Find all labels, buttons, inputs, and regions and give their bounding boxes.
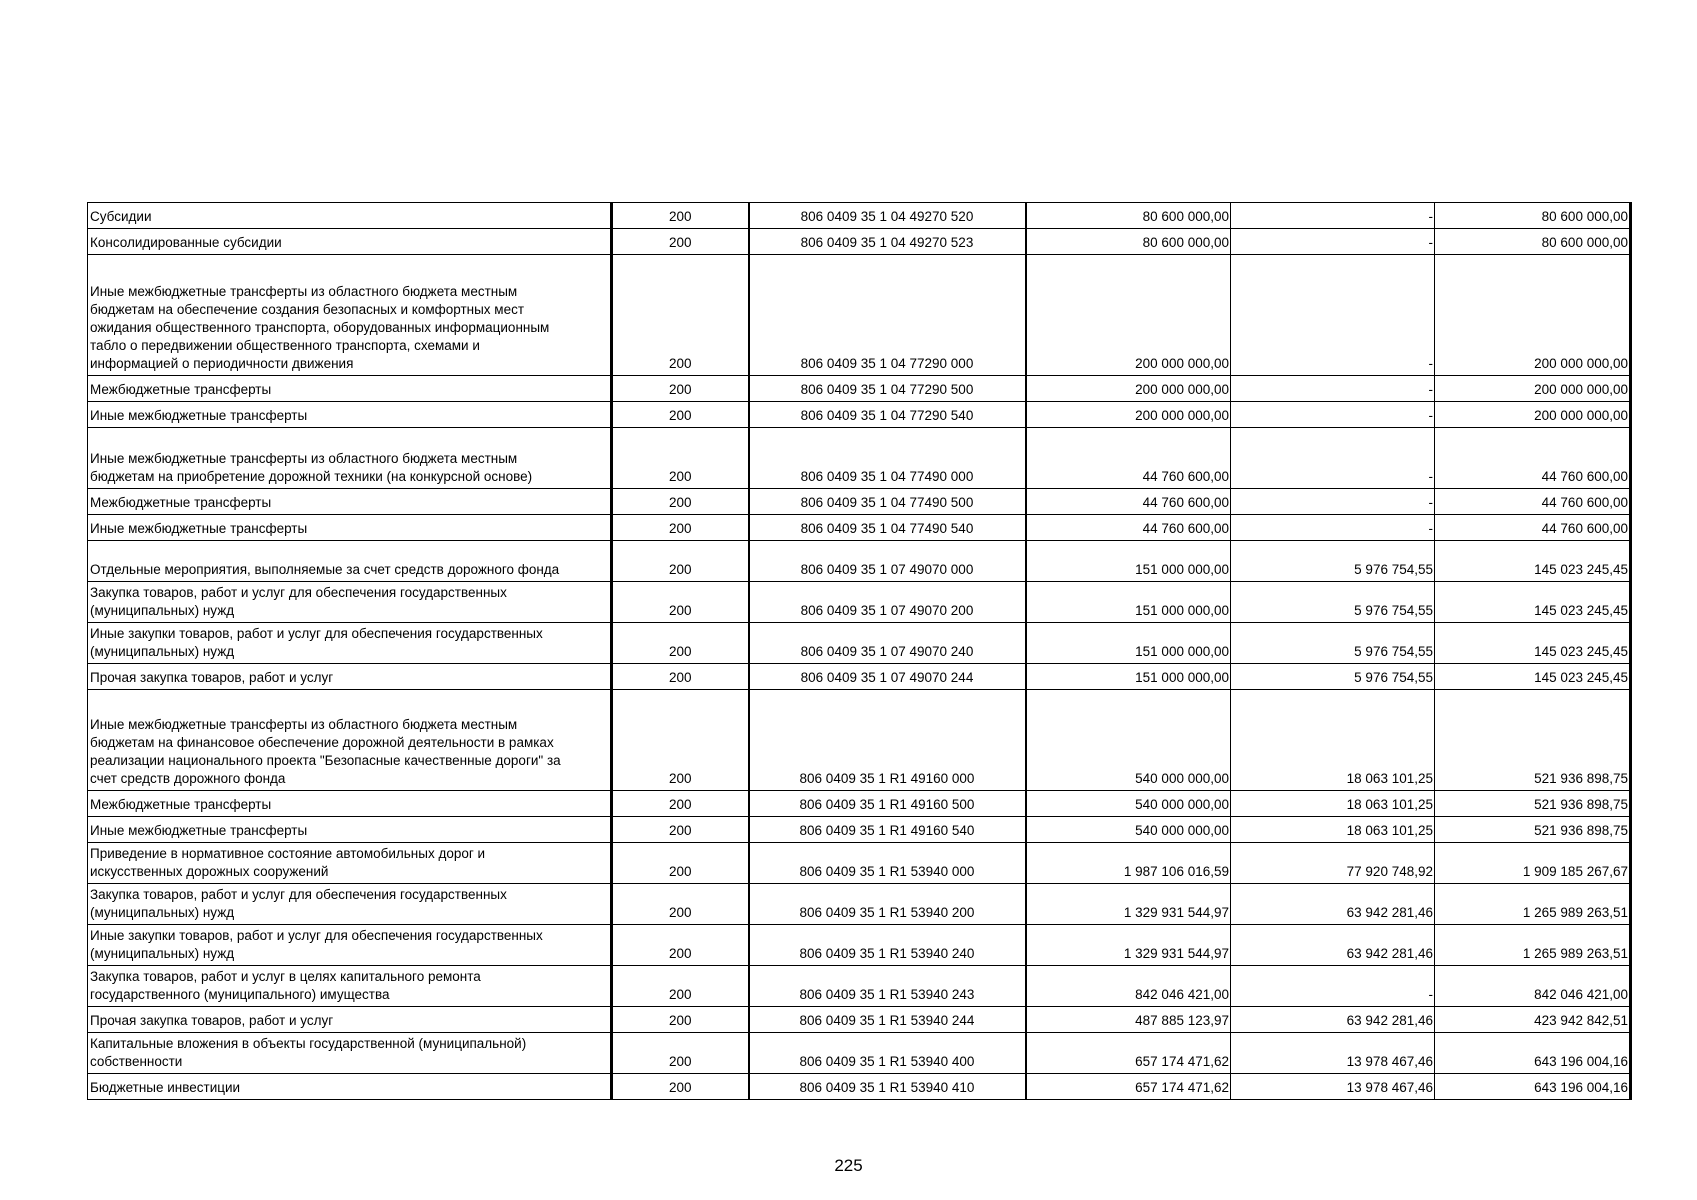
row-executed-amount-cell [1231, 817, 1435, 843]
kbk-text: 806 0409 35 1 07 49070 000 [800, 562, 974, 577]
row-remaining-amount-cell [1435, 623, 1631, 664]
table-row [88, 1007, 1631, 1033]
name-text: Иные межбюджетные трансферты из областного бюджета местным бюджетам на приобретение дорожной техники (на конкурсной основе) [90, 451, 533, 484]
remaining-text: 145 023 245,45 [1534, 603, 1628, 618]
row-approved-amount-cell [1026, 376, 1231, 402]
row-approved-amount-cell [1026, 255, 1231, 376]
row-remaining-amount-cell [1435, 884, 1631, 925]
row-budget-classification-cell [749, 428, 1026, 489]
row-name-cell [88, 515, 612, 541]
table-row [88, 1074, 1631, 1100]
remaining-text: 200 000 000,00 [1534, 382, 1628, 397]
name-text: Иные межбюджетные трансферты [90, 521, 308, 536]
row-approved-amount-cell [1026, 664, 1231, 690]
row-executed-amount-cell [1231, 229, 1435, 255]
row-executed-amount-cell [1231, 489, 1435, 515]
remaining-text: 44 760 600,00 [1541, 521, 1628, 536]
row-name-cell [88, 402, 612, 428]
row-budget-classification-cell [749, 489, 1026, 515]
row-approved-amount-cell [1026, 843, 1231, 884]
code-text: 200 [668, 209, 692, 224]
code-text: 200 [668, 987, 692, 1002]
row-approved-amount-cell [1026, 229, 1231, 255]
row-remaining-amount-cell [1435, 515, 1631, 541]
row-name-cell [88, 582, 612, 623]
row-remaining-amount-cell [1435, 664, 1631, 690]
remaining-text: 643 196 004,16 [1534, 1080, 1628, 1095]
name-text: Иные межбюджетные трансферты из областного бюджета местным бюджетам на обеспечение создания безопасных и комфортных мест ожидания общественного транспорта, оборудованных информационным табло о передвижении общественного транспорта, схемами и информацией о периодичности движения [90, 284, 550, 371]
row-budget-classification-cell [749, 966, 1026, 1007]
kbk-text: 806 0409 35 1 R1 53940 240 [799, 946, 975, 961]
approved-text: 80 600 000,00 [1142, 235, 1229, 250]
row-budget-classification-cell [749, 817, 1026, 843]
code-text: 200 [668, 644, 692, 659]
executed-text: - [1428, 495, 1433, 510]
remaining-text: 842 046 421,00 [1534, 987, 1628, 1002]
row-approved-amount-cell [1026, 791, 1231, 817]
kbk-text: 806 0409 35 1 04 77490 540 [800, 521, 974, 536]
name-text: Межбюджетные трансферты [90, 797, 272, 812]
row-remaining-amount-cell [1435, 1074, 1631, 1100]
remaining-text: 80 600 000,00 [1541, 209, 1628, 224]
executed-text: - [1428, 209, 1433, 224]
code-text: 200 [668, 864, 692, 879]
row-line-code-cell [612, 515, 749, 541]
row-approved-amount-cell [1026, 966, 1231, 1007]
executed-text: - [1428, 235, 1433, 250]
name-text: Иные межбюджетные трансферты из областного бюджета местным бюджетам на финансовое обеспечение дорожной деятельности в рамках реализации национального проекта "Безопасные качественные дороги" за счет средств дорожного фонда [90, 717, 561, 786]
approved-text: 200 000 000,00 [1135, 382, 1229, 397]
executed-text: 18 063 101,25 [1346, 771, 1433, 786]
remaining-text: 44 760 600,00 [1541, 495, 1628, 510]
kbk-text: 806 0409 35 1 R1 53940 200 [799, 905, 975, 920]
approved-text: 540 000 000,00 [1135, 823, 1229, 838]
row-remaining-amount-cell [1435, 690, 1631, 791]
row-executed-amount-cell [1231, 428, 1435, 489]
row-executed-amount-cell [1231, 843, 1435, 884]
kbk-text: 806 0409 35 1 R1 49160 500 [799, 797, 975, 812]
name-text: Прочая закупка товаров, работ и услуг [90, 670, 334, 685]
code-text: 200 [668, 356, 692, 371]
approved-text: 540 000 000,00 [1135, 771, 1229, 786]
approved-text: 151 000 000,00 [1135, 562, 1229, 577]
row-budget-classification-cell [749, 229, 1026, 255]
code-text: 200 [668, 408, 692, 423]
table-row [88, 925, 1631, 966]
row-approved-amount-cell [1026, 925, 1231, 966]
row-executed-amount-cell [1231, 376, 1435, 402]
code-text: 200 [668, 382, 692, 397]
code-text: 200 [668, 469, 692, 484]
row-budget-classification-cell [749, 1007, 1026, 1033]
name-text: Иные межбюджетные трансферты [90, 823, 308, 838]
executed-text: 77 920 748,92 [1346, 864, 1433, 879]
remaining-text: 145 023 245,45 [1534, 644, 1628, 659]
row-approved-amount-cell [1026, 203, 1231, 229]
page-number: 225 [834, 1156, 863, 1175]
kbk-text: 806 0409 35 1 04 77490 000 [800, 469, 974, 484]
table-row [88, 884, 1631, 925]
row-line-code-cell [612, 791, 749, 817]
kbk-text: 806 0409 35 1 R1 53940 410 [799, 1080, 975, 1095]
row-approved-amount-cell [1026, 1033, 1231, 1074]
code-text: 200 [668, 797, 692, 812]
row-budget-classification-cell [749, 925, 1026, 966]
row-executed-amount-cell [1231, 664, 1435, 690]
kbk-text: 806 0409 35 1 07 49070 200 [800, 603, 974, 618]
remaining-text: 200 000 000,00 [1534, 356, 1628, 371]
name-text: Закупка товаров, работ и услуг для обеспечения государственных (муниципальных) нужд [90, 887, 507, 920]
table-row [88, 541, 1631, 582]
row-name-cell [88, 690, 612, 791]
row-executed-amount-cell [1231, 966, 1435, 1007]
row-executed-amount-cell [1231, 1074, 1435, 1100]
code-text: 200 [668, 495, 692, 510]
approved-text: 842 046 421,00 [1135, 987, 1229, 1002]
remaining-text: 1 909 185 267,67 [1522, 864, 1628, 879]
row-executed-amount-cell [1231, 203, 1435, 229]
row-line-code-cell [612, 690, 749, 791]
row-executed-amount-cell [1231, 925, 1435, 966]
table-row [88, 515, 1631, 541]
table-body [88, 203, 1631, 1100]
row-name-cell [88, 623, 612, 664]
approved-text: 44 760 600,00 [1142, 521, 1229, 536]
kbk-text: 806 0409 35 1 07 49070 244 [800, 670, 974, 685]
executed-text: 13 978 467,46 [1346, 1080, 1433, 1095]
row-budget-classification-cell [749, 791, 1026, 817]
row-line-code-cell [612, 376, 749, 402]
remaining-text: 643 196 004,16 [1534, 1054, 1628, 1069]
row-approved-amount-cell [1026, 541, 1231, 582]
row-approved-amount-cell [1026, 428, 1231, 489]
row-line-code-cell [612, 489, 749, 515]
row-executed-amount-cell [1231, 791, 1435, 817]
name-text: Иные межбюджетные трансферты [90, 408, 308, 423]
row-executed-amount-cell [1231, 623, 1435, 664]
row-budget-classification-cell [749, 582, 1026, 623]
table-row [88, 791, 1631, 817]
code-text: 200 [668, 771, 692, 786]
kbk-text: 806 0409 35 1 R1 53940 400 [799, 1054, 975, 1069]
code-text: 200 [668, 670, 692, 685]
row-line-code-cell [612, 884, 749, 925]
name-text: Закупка товаров, работ и услуг в целях капитального ремонта государственного (муниципального) имущества [90, 969, 481, 1002]
row-name-cell [88, 884, 612, 925]
kbk-text: 806 0409 35 1 R1 53940 244 [799, 1013, 975, 1028]
row-line-code-cell [612, 623, 749, 664]
row-budget-classification-cell [749, 1074, 1026, 1100]
budget-execution-table [87, 202, 1632, 1100]
table-row [88, 966, 1631, 1007]
row-approved-amount-cell [1026, 515, 1231, 541]
kbk-text: 806 0409 35 1 04 49270 520 [800, 209, 974, 224]
row-name-cell [88, 1033, 612, 1074]
code-text: 200 [668, 603, 692, 618]
row-line-code-cell [612, 203, 749, 229]
row-line-code-cell [612, 582, 749, 623]
executed-text: 5 976 754,55 [1354, 670, 1433, 685]
row-approved-amount-cell [1026, 884, 1231, 925]
table-row [88, 428, 1631, 489]
name-text: Капитальные вложения в объекты государственной (муниципальной) собственности [90, 1036, 527, 1069]
table-row [88, 664, 1631, 690]
remaining-text: 80 600 000,00 [1541, 235, 1628, 250]
row-line-code-cell [612, 229, 749, 255]
executed-text: 5 976 754,55 [1354, 603, 1433, 618]
remaining-text: 145 023 245,45 [1534, 562, 1628, 577]
code-text: 200 [668, 1080, 692, 1095]
row-executed-amount-cell [1231, 515, 1435, 541]
kbk-text: 806 0409 35 1 07 49070 240 [800, 644, 974, 659]
row-budget-classification-cell [749, 664, 1026, 690]
row-remaining-amount-cell [1435, 843, 1631, 884]
approved-text: 151 000 000,00 [1135, 644, 1229, 659]
row-remaining-amount-cell [1435, 489, 1631, 515]
kbk-text: 806 0409 35 1 R1 53940 000 [799, 864, 975, 879]
row-remaining-amount-cell [1435, 229, 1631, 255]
row-name-cell [88, 664, 612, 690]
row-remaining-amount-cell [1435, 817, 1631, 843]
executed-text: - [1428, 521, 1433, 536]
row-line-code-cell [612, 541, 749, 582]
row-remaining-amount-cell [1435, 376, 1631, 402]
executed-text: - [1428, 987, 1433, 1002]
remaining-text: 1 265 989 263,51 [1522, 905, 1628, 920]
row-line-code-cell [612, 966, 749, 1007]
table-row [88, 402, 1631, 428]
row-line-code-cell [612, 1033, 749, 1074]
row-name-cell [88, 843, 612, 884]
approved-text: 1 329 931 544,97 [1123, 946, 1229, 961]
row-budget-classification-cell [749, 255, 1026, 376]
row-name-cell [88, 489, 612, 515]
row-approved-amount-cell [1026, 817, 1231, 843]
remaining-text: 521 936 898,75 [1534, 823, 1628, 838]
code-text: 200 [668, 562, 692, 577]
row-remaining-amount-cell [1435, 1007, 1631, 1033]
kbk-text: 806 0409 35 1 04 77290 540 [800, 408, 974, 423]
row-budget-classification-cell [749, 1033, 1026, 1074]
approved-text: 1 987 106 016,59 [1123, 864, 1229, 879]
row-line-code-cell [612, 1007, 749, 1033]
row-line-code-cell [612, 255, 749, 376]
name-text: Прочая закупка товаров, работ и услуг [90, 1013, 334, 1028]
row-remaining-amount-cell [1435, 966, 1631, 1007]
approved-text: 44 760 600,00 [1142, 495, 1229, 510]
name-text: Бюджетные инвестиции [90, 1080, 241, 1095]
row-approved-amount-cell [1026, 402, 1231, 428]
name-text: Межбюджетные трансферты [90, 495, 272, 510]
row-remaining-amount-cell [1435, 255, 1631, 376]
row-budget-classification-cell [749, 541, 1026, 582]
row-remaining-amount-cell [1435, 791, 1631, 817]
kbk-text: 806 0409 35 1 R1 49160 000 [799, 771, 975, 786]
approved-text: 44 760 600,00 [1142, 469, 1229, 484]
name-text: Отдельные мероприятия, выполняемые за счет средств дорожного фонда [90, 562, 560, 577]
approved-text: 1 329 931 544,97 [1123, 905, 1229, 920]
row-executed-amount-cell [1231, 541, 1435, 582]
code-text: 200 [668, 946, 692, 961]
executed-text: - [1428, 382, 1433, 397]
row-remaining-amount-cell [1435, 541, 1631, 582]
approved-text: 657 174 471,62 [1135, 1054, 1229, 1069]
row-remaining-amount-cell [1435, 203, 1631, 229]
remaining-text: 521 936 898,75 [1534, 797, 1628, 812]
row-executed-amount-cell [1231, 1033, 1435, 1074]
row-remaining-amount-cell [1435, 1033, 1631, 1074]
row-executed-amount-cell [1231, 884, 1435, 925]
approved-text: 151 000 000,00 [1135, 603, 1229, 618]
row-name-cell [88, 203, 612, 229]
row-line-code-cell [612, 402, 749, 428]
row-budget-classification-cell [749, 203, 1026, 229]
code-text: 200 [668, 235, 692, 250]
row-line-code-cell [612, 843, 749, 884]
row-budget-classification-cell [749, 376, 1026, 402]
row-name-cell [88, 229, 612, 255]
code-text: 200 [668, 823, 692, 838]
name-text: Консолидированные субсидии [90, 235, 282, 250]
row-budget-classification-cell [749, 843, 1026, 884]
name-text: Иные закупки товаров, работ и услуг для обеспечения государственных (муниципальных) нужд [90, 928, 543, 961]
row-executed-amount-cell [1231, 690, 1435, 791]
row-line-code-cell [612, 925, 749, 966]
table-row [88, 582, 1631, 623]
executed-text: 18 063 101,25 [1346, 797, 1433, 812]
remaining-text: 145 023 245,45 [1534, 670, 1628, 685]
row-budget-classification-cell [749, 515, 1026, 541]
code-text: 200 [668, 905, 692, 920]
row-approved-amount-cell [1026, 1074, 1231, 1100]
row-remaining-amount-cell [1435, 428, 1631, 489]
table-row [88, 1033, 1631, 1074]
table-row [88, 489, 1631, 515]
executed-text: - [1428, 408, 1433, 423]
executed-text: - [1428, 356, 1433, 371]
row-name-cell [88, 1074, 612, 1100]
kbk-text: 806 0409 35 1 04 77290 000 [800, 356, 974, 371]
row-line-code-cell [612, 664, 749, 690]
row-executed-amount-cell [1231, 582, 1435, 623]
executed-text: 63 942 281,46 [1346, 905, 1433, 920]
remaining-text: 521 936 898,75 [1534, 771, 1628, 786]
table-row [88, 843, 1631, 884]
name-text: Приведение в нормативное состояние автомобильных дорог и искусственных дорожных сооружений [90, 846, 486, 879]
approved-text: 540 000 000,00 [1135, 797, 1229, 812]
row-budget-classification-cell [749, 402, 1026, 428]
row-name-cell [88, 376, 612, 402]
approved-text: 80 600 000,00 [1142, 209, 1229, 224]
row-executed-amount-cell [1231, 402, 1435, 428]
row-executed-amount-cell [1231, 1007, 1435, 1033]
row-name-cell [88, 966, 612, 1007]
row-name-cell [88, 428, 612, 489]
code-text: 200 [668, 1013, 692, 1028]
table-row [88, 690, 1631, 791]
row-approved-amount-cell [1026, 690, 1231, 791]
row-approved-amount-cell [1026, 623, 1231, 664]
row-budget-classification-cell [749, 623, 1026, 664]
table-row [88, 229, 1631, 255]
name-text: Субсидии [90, 209, 152, 224]
table-row [88, 255, 1631, 376]
kbk-text: 806 0409 35 1 R1 53940 243 [799, 987, 975, 1002]
kbk-text: 806 0409 35 1 R1 49160 540 [799, 823, 975, 838]
table-row [88, 817, 1631, 843]
row-name-cell [88, 541, 612, 582]
remaining-text: 44 760 600,00 [1541, 469, 1628, 484]
row-remaining-amount-cell [1435, 925, 1631, 966]
row-remaining-amount-cell [1435, 582, 1631, 623]
row-approved-amount-cell [1026, 1007, 1231, 1033]
kbk-text: 806 0409 35 1 04 77490 500 [800, 495, 974, 510]
name-text: Иные закупки товаров, работ и услуг для обеспечения государственных (муниципальных) нужд [90, 626, 543, 659]
executed-text: 63 942 281,46 [1346, 946, 1433, 961]
approved-text: 487 885 123,97 [1135, 1013, 1229, 1028]
row-line-code-cell [612, 817, 749, 843]
row-name-cell [88, 791, 612, 817]
row-name-cell [88, 255, 612, 376]
row-name-cell [88, 1007, 612, 1033]
row-remaining-amount-cell [1435, 402, 1631, 428]
row-name-cell [88, 925, 612, 966]
approved-text: 200 000 000,00 [1135, 408, 1229, 423]
table-row [88, 623, 1631, 664]
row-line-code-cell [612, 428, 749, 489]
kbk-text: 806 0409 35 1 04 77290 500 [800, 382, 974, 397]
kbk-text: 806 0409 35 1 04 49270 523 [800, 235, 974, 250]
remaining-text: 1 265 989 263,51 [1522, 946, 1628, 961]
name-text: Закупка товаров, работ и услуг для обеспечения государственных (муниципальных) нужд [90, 585, 507, 618]
executed-text: 63 942 281,46 [1346, 1013, 1433, 1028]
row-approved-amount-cell [1026, 489, 1231, 515]
executed-text: 18 063 101,25 [1346, 823, 1433, 838]
row-budget-classification-cell [749, 690, 1026, 791]
executed-text: - [1428, 469, 1433, 484]
code-text: 200 [668, 521, 692, 536]
row-name-cell [88, 817, 612, 843]
row-budget-classification-cell [749, 884, 1026, 925]
row-executed-amount-cell [1231, 255, 1435, 376]
remaining-text: 423 942 842,51 [1534, 1013, 1628, 1028]
code-text: 200 [668, 1054, 692, 1069]
table-row [88, 203, 1631, 229]
approved-text: 657 174 471,62 [1135, 1080, 1229, 1095]
approved-text: 200 000 000,00 [1135, 356, 1229, 371]
table-row [88, 376, 1631, 402]
executed-text: 5 976 754,55 [1354, 562, 1433, 577]
executed-text: 13 978 467,46 [1346, 1054, 1433, 1069]
remaining-text: 200 000 000,00 [1534, 408, 1628, 423]
name-text: Межбюджетные трансферты [90, 382, 272, 397]
row-approved-amount-cell [1026, 582, 1231, 623]
approved-text: 151 000 000,00 [1135, 670, 1229, 685]
executed-text: 5 976 754,55 [1354, 644, 1433, 659]
row-line-code-cell [612, 1074, 749, 1100]
